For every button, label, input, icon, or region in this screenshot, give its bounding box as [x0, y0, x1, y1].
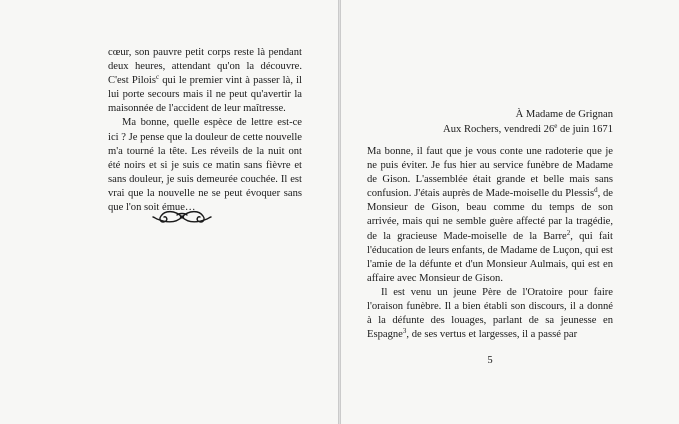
- footnote-marker: 2: [566, 228, 571, 237]
- paragraph: [108, 46, 302, 116]
- footnote-marker: d: [594, 186, 598, 195]
- paragraph: [367, 145, 613, 286]
- footnote-marker: 3: [402, 327, 407, 336]
- text-run: Ma bonne, quelle espèce de lettre est-ce ici ? Je pense que la douleur de cette nouvelle m'a tourné la tête. Les réveils de la nuit ont été noirs et si je suis ce matin sans fièvre et sans douleur, je suis demeurée couchée. Il est vrai que la nouvelle ne se peut évoquer sans que l'on soit émue…: [108, 117, 302, 214]
- page-number: 5: [487, 355, 493, 366]
- left-page-text: [108, 46, 302, 215]
- paragraph: [108, 116, 302, 215]
- text-run: , de ses vertus et largesses, il a passé par: [406, 329, 578, 341]
- footnote-marker: c: [156, 73, 160, 82]
- place-date: Aux Rochers, vendredi 26e de juin 1671: [443, 121, 613, 135]
- text-run: , de Monsieur de Gison, beau comme du temps de son arrivée, mais qui ne semble guère affecté par la tragédie, de la gracieuse Made-moiselle de la Barre: [367, 188, 613, 242]
- fleuron-scroll-icon: [151, 206, 213, 228]
- text-run: Il est venu un jeune Père de l'Oratoire pour faire l'oraison funèbre. Il a bien établi son discours, il a donné à la défunte des louages, parlant de sa jeunesse en Espagne: [367, 286, 613, 341]
- text-run: cœur, son pauvre petit corps reste là pendant deux heures, attendant qu'on la découvre. C'est Pilois: [108, 47, 302, 87]
- text-run: Ma bonne, il faut que je vous conte une radoterie que je ne puis éviter. Je fus hier au service funèbre de Madame de Gison. L'assemblée était grande et belle mais sans confusion. J'étais auprès de Made-moiselle du Plessis: [367, 146, 613, 200]
- text-run: qui le premier vint à passer là, il lui porte secours mais il ne peut qu'avertir la maisonnée de l'accident de leur maîtresse.: [108, 75, 302, 115]
- addressee: À Madame de Grignan: [515, 109, 613, 120]
- right-page-text: [367, 145, 613, 342]
- letter-heading: [443, 108, 613, 137]
- paragraph: [367, 286, 613, 342]
- text-run: , qui fait l'éducation de leurs enfants, de Madame de Luçon, qui est l'amie de la défunte et d'un Monsieur Aulmais, qui est en affaire avec Monsieur de Gison.: [367, 230, 613, 284]
